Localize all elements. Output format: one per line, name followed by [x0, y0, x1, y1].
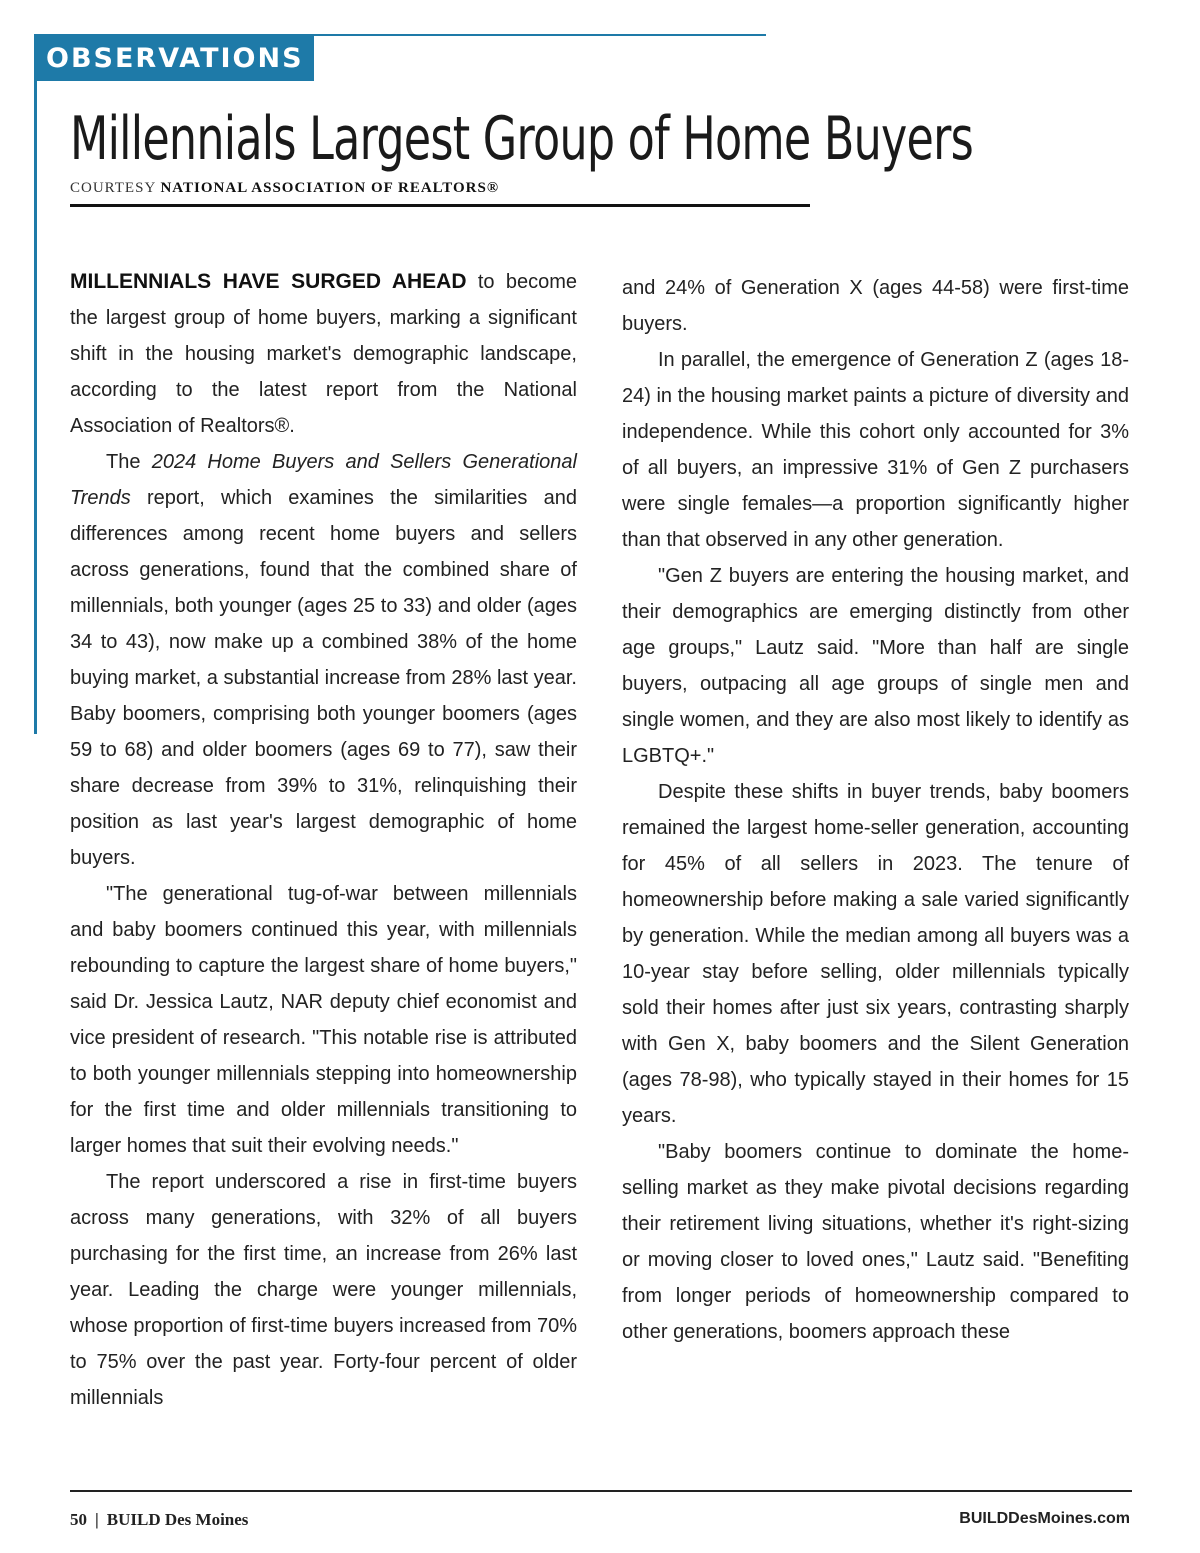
article-paragraph: "Gen Z buyers are entering the housing market, and their demographics are emerging distinctly from other age groups," Lautz said. "More than half are single buyers, outpacing all age groups of single men and single women, and they are also most likely to identify as LGBTQ+.": [622, 565, 1129, 767]
article-paragraph: "Baby boomers continue to dominate the home-selling market as they make pivotal decisions regarding their retirement living situations, whether it's right-sizing or moving closer to loved ones," Lautz said. "Benefiting from longer periods of homeownership compared to other generations, boomers approach these: [622, 1141, 1129, 1343]
article-column-right: [622, 270, 1129, 1350]
title-divider: [70, 204, 810, 207]
publication-name: BUILD Des Moines: [106, 1510, 249, 1529]
page-number: 50: [70, 1510, 87, 1529]
article-paragraph-continued: and 24% of Generation X (ages 44-58) were first-time buyers.: [622, 277, 1129, 335]
article-paragraph: Despite these shifts in buyer trends, baby boomers remained the largest home-seller generation, accounting for 45% of all sellers in 2023. The tenure of homeownership before making a sale varied significantly by generation. While the median among all buyers was a 10-year stay before selling, older millennials typically sold their homes after just six years, contrasting sharply with Gen X, baby boomers and the Silent Generation (ages 78-98), who typically stayed in their homes for 15 years.: [622, 781, 1129, 1127]
article-paragraph: "The generational tug-of-war between millennials and baby boomers continued this year, with millennials rebounding to capture the largest share of home buyers," said Dr. Jessica Lautz, NAR deputy chief economist and vice president of research. "This notable rise is attributed to both younger millennials stepping into homeownership for the first time and older millennials transitioning to larger homes that suit their evolving needs.": [70, 883, 577, 1157]
credit-prefix: COURTESY: [70, 180, 161, 196]
credit-organization: NATIONAL ASSOCIATION OF REALTORS®: [160, 180, 500, 196]
article-paragraph: [70, 264, 577, 444]
section-tag: OBSERVATIONS: [36, 36, 314, 81]
header-side-rule: [34, 34, 37, 734]
footer-folio: [70, 1510, 248, 1530]
report-title: 2024 Home Buyers and Sellers Generational Trends: [70, 451, 577, 509]
lead-in: MILLENNIALS HAVE SURGED AHEAD: [70, 270, 467, 293]
paragraph-text: to become the largest group of home buyers, marking a significant shift in the housing market's demographic landscape, according to the latest report from the National Association of Realtors®.: [70, 271, 577, 437]
footer-website[interactable]: BUILDDesMoines.com: [959, 1510, 1130, 1527]
article-paragraph: [70, 444, 577, 876]
article-credit: [70, 180, 499, 197]
article-column-left: [70, 264, 577, 1416]
footer-separator: |: [95, 1510, 99, 1529]
paragraph-text: The: [106, 451, 152, 473]
footer-divider: [70, 1490, 1132, 1492]
article-paragraph: The report underscored a rise in first-time buyers across many generations, with 32% of all buyers purchasing for the first time, an increase from 26% last year. Leading the charge were younger millennials, whose proportion of first-time buyers increased from 70% to 75% over the past year. Forty-four percent of older millennials: [70, 1171, 577, 1409]
paragraph-text: report, which examines the similarities and differences among recent home buyers and sellers across generations, found that the combined share of millennials, both younger (ages 25 to 33) and older (ages 34 to 43), now make up a combined 38% of the home buying market, a substantial increase from 28% last year. Baby boomers, comprising both younger boomers (ages 59 to 68) and older boomers (ages 69 to 77), saw their share decrease from 39% to 31%, relinquishing their position as last year's largest demographic of home buyers.: [70, 487, 577, 869]
article-title: Millennials Largest Group of Home Buyers: [70, 104, 974, 174]
article-paragraph: In parallel, the emergence of Generation Z (ages 18-24) in the housing market paints a picture of diversity and independence. While this cohort only accounted for 3% of all buyers, an impressive 31% of Gen Z purchasers were single females—a proportion significantly higher than that observed in any other generation.: [622, 349, 1129, 551]
